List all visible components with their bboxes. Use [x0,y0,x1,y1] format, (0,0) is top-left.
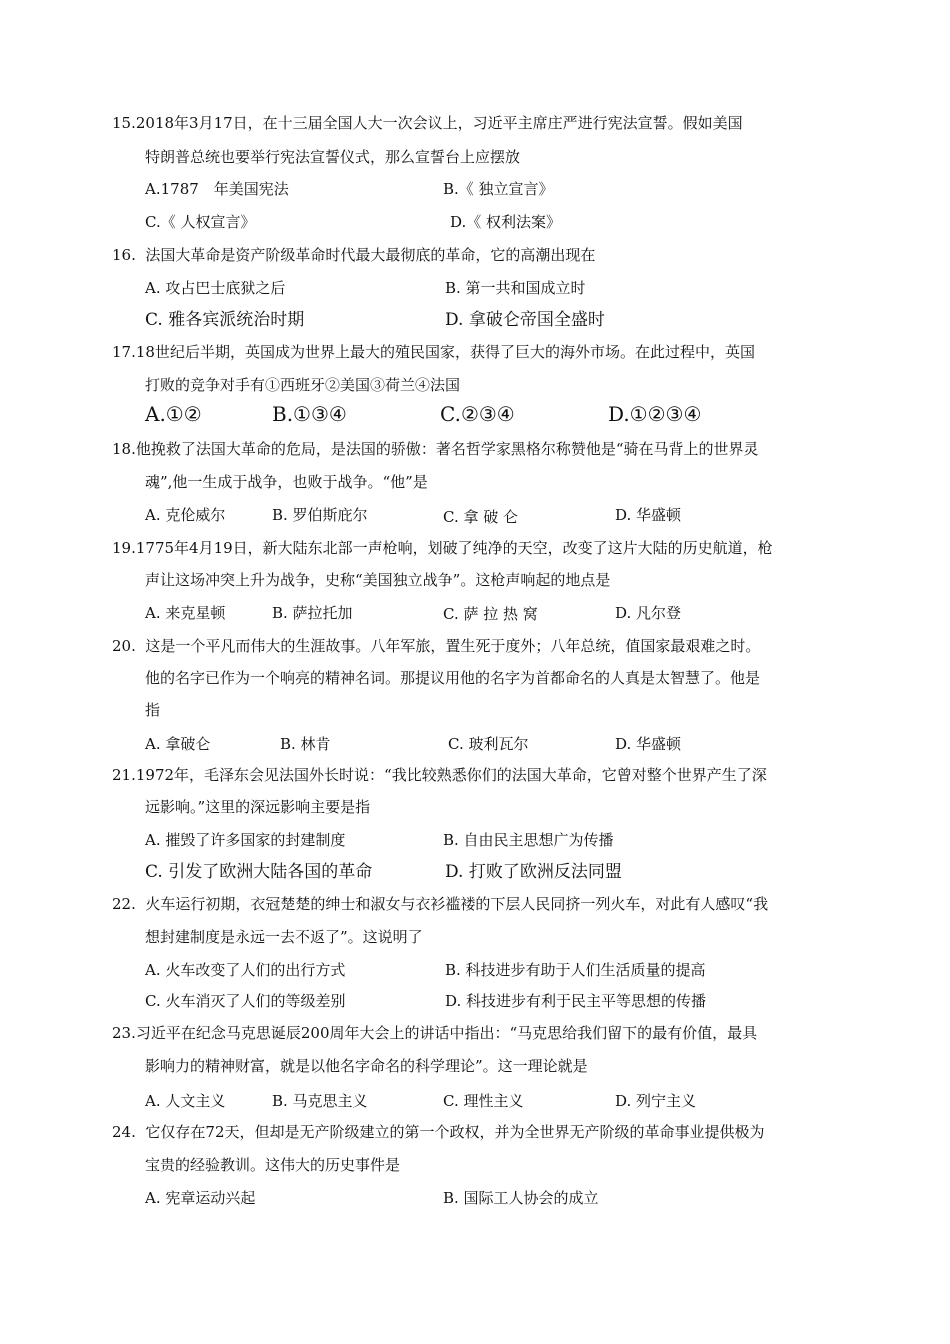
q23-option-b: B. 马克思主义 [272,1092,368,1110]
q15-option-d: D.《 权利法案》 [450,213,562,231]
q22-option-a: A. 火车改变了人们的出行方式 [145,961,346,979]
question-16-line-1: 16. 法国大革命是资产阶级革命时代最大最彻底的革命，它的高潮出现在 [112,246,596,264]
q19-option-b: B. 萨拉托加 [272,604,353,622]
q22-option-c: C. 火车消灭了人们的等级差别 [145,992,346,1010]
q16-option-c: C. 雅各宾派统治时期 [145,310,305,330]
q20-option-c: C. 玻利瓦尔 [448,735,529,753]
question-17-line-2: 打败的竞争对手有①西班牙②美国③荷兰④法国 [145,376,461,394]
q16-option-a: A. 攻占巴士底狱之后 [145,279,286,297]
q23-option-d: D. 列宁主义 [615,1092,697,1110]
question-17-line-1: 17.18世纪后半期，英国成为世界上最大的殖民国家，获得了巨大的海外市场。在此过程中，英国 [112,343,755,361]
q22-option-b: B. 科技进步有助于人们生活质量的提高 [445,961,706,979]
q16-option-d: D. 拿破仑帝国全盛时 [445,310,605,330]
q21-option-a: A. 摧毁了许多国家的封建制度 [145,831,346,849]
question-21-line-1: 21.1972年，毛泽东会见法国外长时说：“我比较熟悉你们的法国大革命，它曾对整个世界产生了深 [112,766,767,784]
question-number: 18. [112,440,136,458]
question-number: 21. [112,766,136,784]
q15-option-a: A.1787 年美国宪法 [145,180,289,198]
q15-option-b: B.《 独立宣言》 [443,180,554,198]
q17-option-b: B.①③④ [272,402,347,426]
q24-option-b: B. 国际工人协会的成立 [443,1189,599,1207]
q18-option-a: A. 克伦威尔 [145,506,226,524]
q18-option-b: B. 罗伯斯庇尔 [272,506,368,524]
question-number: 17. [112,343,136,361]
question-18-line-1: 18.他挽救了法国大革命的危局，是法国的骄傲：著名哲学家黑格尔称赞他是“骑在马背上的世界灵 [112,440,759,458]
q19-option-c: C. 萨 拉 热 窝 [443,605,538,623]
question-number: 19. [112,539,136,557]
question-21-line-2: 远影响。”这里的深远影响主要是指 [145,798,371,816]
q21-option-d: D. 打败了欧洲反法同盟 [445,862,622,882]
q19-option-a: A. 来克星顿 [145,604,226,622]
question-number: 16. [112,246,136,264]
q15-option-c: C.《 人权宣言》 [145,213,256,231]
question-18-line-2: 魂”,他一生成于战争，也败于战争。“他”是 [145,473,428,491]
q17-option-d: D.①②③④ [608,402,702,426]
question-number: 23. [112,1024,136,1042]
q22-option-d: D. 科技进步有利于民主平等思想的传播 [445,992,707,1010]
q19-option-d: D. 凡尔登 [615,604,682,622]
question-number: 22. [112,895,136,913]
q16-option-b: B. 第一共和国成立时 [445,279,586,297]
q20-option-b: B. 林肯 [280,735,331,753]
question-23-line-2: 影响力的精神财富，就是以他名字命名的科学理论”。这一理论就是 [145,1057,588,1075]
question-24-line-1: 24. 它仅存在72天，但却是无产阶级建立的第一个政权，并为全世界无产阶级的革命事业提供极为 [112,1123,765,1141]
q18-option-d: D. 华盛顿 [615,506,682,524]
q20-option-d: D. 华盛顿 [615,735,682,753]
question-23-line-1: 23.习近平在纪念马克思诞辰200周年大会上的讲话中指出：“马克思给我们留下的最有价值，最具 [112,1024,758,1042]
question-24-line-2: 宝贵的经验教训。这伟大的历史事件是 [145,1156,401,1174]
question-20-line-2: 他的名字已作为一个响亮的精神名词。那提议用他的名字为首都命名的人真是太智慧了。他是 [145,669,761,687]
question-19-line-1: 19.1775年4月19日，新大陆东北部一声枪响，划破了纯净的天空，改变了这片大陆的历史航道，枪 [112,539,773,557]
question-19-line-2: 声让这场冲突上升为战争，史称“美国独立战争”。这枪声响起的地点是 [145,571,611,589]
q18-option-c: C. 拿 破 仑 [443,508,519,526]
question-20-line-1: 20. 这是一个平凡而伟大的生涯故事。八年军旅，置生死于度外；八年总统，值国家最艰难之时。 [112,637,761,655]
question-number: 15. [112,114,136,132]
question-number: 20. [112,637,136,655]
q24-option-a: A. 宪章运动兴起 [145,1189,256,1207]
question-22-line-2: 想封建制度是永远一去不返了”。这说明了 [145,928,423,946]
question-22-line-1: 22. 火车运行初期，衣冠楚楚的绅士和淑女与衣衫褴褛的下层人民同挤一列火车，对此有人感叹“我 [112,895,769,913]
q21-option-c: C. 引发了欧洲大陆各国的革命 [145,862,373,882]
q17-option-a: A.①② [145,402,202,426]
question-15-line-2: 特朗普总统也要举行宪法宣誓仪式，那么宣誓台上应摆放 [145,148,521,166]
q23-option-a: A. 人文主义 [145,1092,226,1110]
q17-option-c: C.②③④ [440,402,515,426]
q21-option-b: B. 自由民主思想广为传播 [443,831,614,849]
q20-option-a: A. 拿破仑 [145,735,211,753]
q23-option-c: C. 理性主义 [443,1092,524,1110]
question-20-line-3: 指 [145,701,161,719]
question-number: 24. [112,1123,136,1141]
question-15-line-1: 15.2018年3月17日，在十三届全国人大一次会议上，习近平主席庄严进行宪法宣誓。假如美国 [112,114,743,132]
